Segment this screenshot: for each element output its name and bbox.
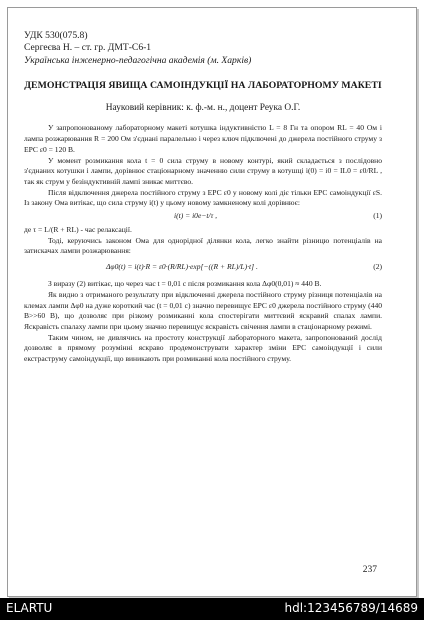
footer-repository-name[interactable]: ELARTU [6, 601, 53, 615]
paragraph-5: Тоді, керуючись законом Ома для однорідної ділянки кола, легко знайти різницю потенціалів на затискачах лампи розжарювання: [24, 235, 382, 256]
footer-handle-id[interactable]: hdl:123456789/14689 [284, 601, 418, 615]
formula-2-row [24, 257, 382, 279]
paragraph-1: У запропонованому лабораторному макеті котушка індуктивністю L = 8 Гн та опором RL = 40 Ом і лампа розжарювання R = 200 Ом з'єднані паралельно і через ключ підключені до джерела постійного струму з ЕРС ε0 = 120 В. [24, 123, 382, 154]
paragraph-8: Таким чином, не дивлячись на простоту конструкції лабораторного макета, запропонований дослід дозволяє в прямому розумінні яскраво продемонструвати характер зміни ЕРС самоіндукції і сили екстраструму самоіндукції, що виникають при розмиканні кола постійного струму. [24, 332, 382, 364]
paragraph-3: Після відключення джерела постійного струму з ЕРС ε0 у новому колі діє тільки ЕРС самоіндукції εS. Із закону Ома витікає, що сила струму i(t) у цьому новому замкненому колі дорівнює: [24, 187, 382, 208]
paper-page [24, 30, 382, 365]
supervisor-line: Науковий керівник: к. ф.-м. н., доцент Реука О.Г. [105, 103, 301, 114]
formula-2: Δφ0(t) = i(t)·R = ε0·(R/RL)·exp[−((R + RL)/L)·t] . [106, 262, 258, 272]
paragraph-4: де τ = L/(R + RL) - час релаксації. [24, 225, 132, 235]
affiliation-line: Українська інженерно-педагогічна академія (м. Харків) [24, 54, 252, 66]
paragraph-2: У момент розмикання кола t = 0 сила струму в новому контурі, який складається з послідовно з'єднаних котушки і лампи, дорівнює стаціонарному значенню сили струму в котушці i(0) = i0 = IL0 = ε0/RL , так як струм у безіндуктивній лампі зникає миттєво. [24, 155, 382, 186]
paragraph-7: Як видно з отриманого результату при відключенні джерела постійного струму різниця потенціалів на клемах лампи Δφ0 на дуже короткий час (t = 0,01 с) значно перевищує ЕРС ε0 джерела постійного струму (440 В>>60 В), що дозволяє при різкому розмиканні кола спостерігати миттєвий яскравий спалах лампи. Яскравість спалаху лампи при цьому значно перевищує яскравість свічення лампи в стаціонарному режимі. [24, 289, 382, 331]
author-line: Сергеєва Н. – ст. гр. ДМТ-С6-1 [24, 42, 152, 54]
paragraph-6: З виразу (2) витікає, що через час t = 0,01 с після розмикання кола Δφ0(0,01) ≈ 440 В. [48, 279, 322, 289]
formula-1-number: (1) [373, 211, 382, 221]
page-number: 237 [362, 565, 377, 575]
header-block [24, 30, 382, 67]
formula-1-row [24, 209, 382, 225]
repository-footer [0, 598, 424, 620]
paper-body [24, 123, 382, 364]
formula-2-number: (2) [373, 262, 382, 272]
formula-1: i(t) = i0e−t/τ , [174, 211, 218, 221]
paper-title: ДЕМОНСТРАЦІЯ ЯВИЩА САМОІНДУКЦІЇ НА ЛАБОРАТОРНОМУ МАКЕТІ [24, 80, 382, 92]
udc-code: УДК 530(075.8) [24, 30, 88, 41]
